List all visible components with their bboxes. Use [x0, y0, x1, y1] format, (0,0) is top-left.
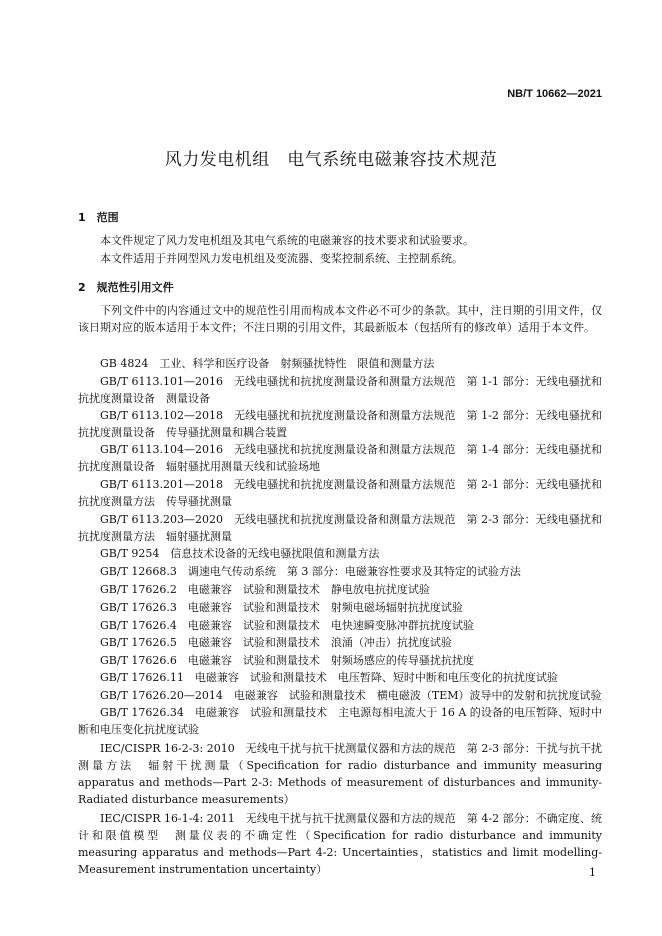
reference-item: GB/T 6113.201—2018 无线电骚扰和抗扰度测量设备和测量方法规范 第 2-1 部分：无线电骚扰和抗扰度测量方法 传导骚扰测量	[78, 478, 602, 508]
reference-item: GB/T 17626.11 电磁兼容 试验和测量技术 电压暂降、短时中断和电压变化的抗扰度试验	[100, 671, 558, 684]
reference-item: GB/T 6113.104—2016 无线电骚扰和抗扰度测量设备和测量方法规范 第 1-4 部分：无线电骚扰和抗扰度测量设备 辐射骚扰用测量天线和试验场地	[78, 443, 602, 473]
reference-item: GB/T 17626.34 电磁兼容 试验和测量技术 主电源每相电流大于 16 A 的设备的电压暂降、短时中断和电压变化抗扰度试验	[78, 706, 602, 736]
section-1-paragraph: 本文件规定了风力发电机组及其电气系统的电磁兼容的技术要求和试验要求。	[100, 234, 474, 247]
reference-item: GB/T 9254 信息技术设备的无线电骚扰限值和测量方法	[100, 547, 380, 560]
reference-item: GB/T 17626.6 电磁兼容 试验和测量技术 射频场感应的传导骚扰抗扰度	[100, 654, 474, 667]
document-title: 风力发电机组 电气系统电磁兼容技术规范	[164, 150, 498, 170]
reference-item: GB/T 6113.101—2016 无线电骚扰和抗扰度测量设备和测量方法规范 第 1-1 部分：无线电骚扰和抗扰度测量设备 测量设备	[78, 375, 602, 405]
reference-item: GB/T 17626.2 电磁兼容 试验和测量技术 静电放电抗扰度试验	[100, 583, 430, 596]
reference-item: GB/T 6113.102—2018 无线电骚扰和抗扰度测量设备和测量方法规范 第 1-2 部分：无线电骚扰和抗扰度测量设备 传导骚扰测量和耦合装置	[78, 409, 602, 439]
page-number: 1	[589, 866, 596, 879]
section-2-heading: 2 规范性引用文件	[78, 281, 174, 294]
reference-item: GB/T 17626.4 电磁兼容 试验和测量技术 电快速瞬变脉冲群抗扰度试验	[100, 619, 474, 632]
reference-item: IEC/CISPR 16-2-3: 2010 无线电干扰与抗干扰测量仪器和方法的规范 第 2-3 部分：干扰与抗干扰测量方法 辐射干扰测量（Specification for radio disturbance and immunity measuring apparatus and methods—Part 2-3: Methods of measurement of disturbances and immunity-Radiated disturbance measurements）	[78, 742, 602, 806]
section-2-intro: 下列文件中的内容通过文中的规范性引用而构成本文件必不可少的条款。其中，注日期的引用文件，仅该日期对应的版本适用于本文件；不注日期的引用文件，其最新版本（包括所有的修改单）适用于本文件。	[78, 304, 602, 334]
standard-number: NB/T 10662—2021	[507, 88, 602, 100]
reference-item: GB/T 17626.3 电磁兼容 试验和测量技术 射频电磁场辐射抗扰度试验	[100, 601, 463, 614]
reference-item: GB/T 17626.20—2014 电磁兼容 试验和测量技术 横电磁波（TEM）波导中的发射和抗扰度试验	[100, 689, 602, 702]
reference-item: GB/T 12668.3 调速电气传动系统 第 3 部分：电磁兼容性要求及其特定的试验方法	[100, 565, 521, 578]
section-1-paragraph: 本文件适用于并网型风力发电机组及变流器、变桨控制系统、主控制系统。	[100, 252, 463, 265]
section-1-heading: 1 范围	[78, 211, 119, 224]
reference-item: GB/T 17626.5 电磁兼容 试验和测量技术 浪涌（冲击）抗扰度试验	[100, 636, 452, 649]
reference-item: GB 4824 工业、科学和医疗设备 射频骚扰特性 限值和测量方法	[100, 357, 435, 370]
reference-item: GB/T 6113.203—2020 无线电骚扰和抗扰度测量设备和测量方法规范 第 2-3 部分：无线电骚扰和抗扰度测量方法 辐射骚扰测量	[78, 513, 602, 543]
reference-item: IEC/CISPR 16-1-4: 2011 无线电干扰与抗干扰测量仪器和方法的规范 第 4-2 部分：不确定度、统计和限值模型 测量仪表的不确定性（Specification for radio disturbance and immunity measuring apparatus and methods—Part 4-2: Uncertainties，statistics and limit modelling-Measurement instrumentation uncertainty）	[78, 812, 602, 876]
